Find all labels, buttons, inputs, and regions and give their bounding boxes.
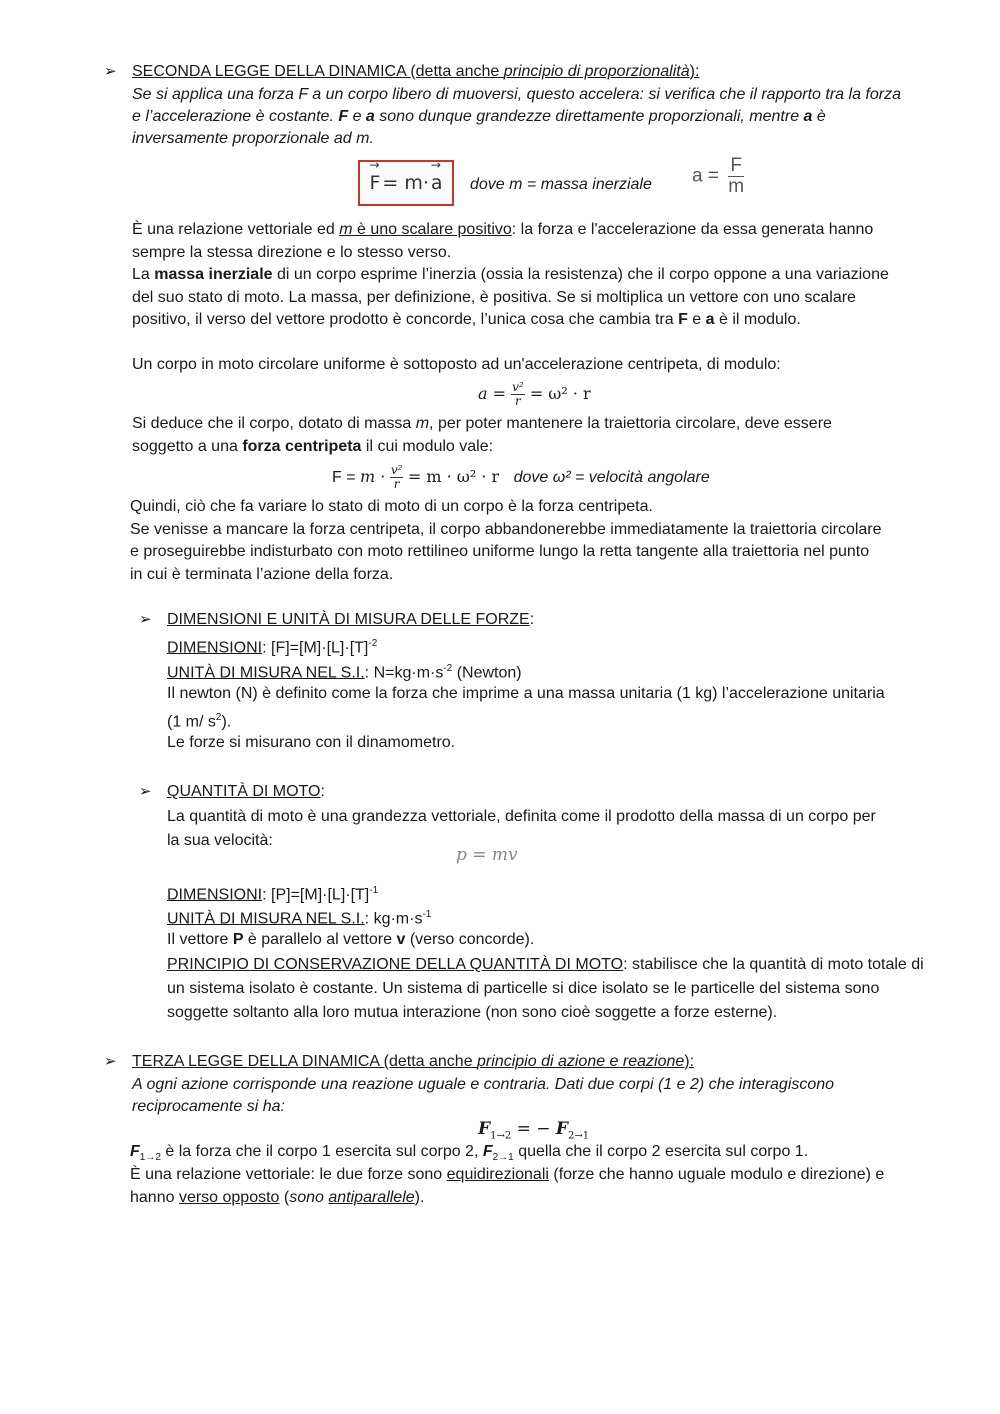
fraction <box>511 381 525 408</box>
label: DIMENSIONI <box>167 639 263 657</box>
text-italic-underline: antiparallele <box>328 1189 415 1206</box>
exponent: 2 <box>215 712 222 723</box>
a-eq: a = <box>692 165 719 187</box>
vector-a: → a <box>430 158 443 194</box>
f-eq-m: m · <box>360 467 386 486</box>
paragraph-line: Un corpo in moto circolare uniforme è sottoposto ad un'accelerazione centripeta, di modulo: <box>132 356 781 373</box>
paragraph-line: Quindi, ciò che fa variare lo stato di moto di un corpo è la forza centripeta. <box>130 498 653 515</box>
paragraph-line <box>132 309 801 331</box>
dimension-line <box>167 633 377 659</box>
text: di un corpo esprime l’inerzia (ossia la resistenza) che il corpo oppone a una variazione <box>272 266 889 283</box>
paragraph-line: Il newton (N) è definito come la forza che imprime a una massa unitaria (1 kg) l’accelerazione unitaria <box>167 685 885 702</box>
value: : kg·m·s <box>364 910 423 928</box>
vector-f: → F <box>369 158 381 194</box>
title-colon: : <box>320 783 325 800</box>
text: (verso concorde). <box>405 931 535 948</box>
text-bold: forza centripeta <box>242 438 362 455</box>
c-eq-a: a = <box>478 384 507 403</box>
eq-f: F <box>478 1119 491 1139</box>
paragraph-line <box>132 106 826 128</box>
paragraph-line: Le forze si misurano con il dinamometro. <box>167 734 456 751</box>
text: : la forza e l'accelerazione da essa generata hanno <box>511 221 874 238</box>
fraction-num: v² <box>512 380 524 394</box>
exponent: -2 <box>443 663 453 674</box>
fraction-num: F <box>728 156 744 177</box>
label: DIMENSIONI <box>167 886 263 904</box>
eq-sub: 1→2 <box>490 1130 512 1142</box>
text: è parallelo al vettore <box>243 931 397 948</box>
text-italic: sono <box>289 1189 329 1206</box>
exponent: -1 <box>422 909 432 920</box>
paragraph-line <box>132 436 493 458</box>
dimension-line <box>167 880 378 906</box>
paragraph-line <box>130 1187 424 1209</box>
text: Si deduce che il corpo, dotato di massa <box>132 415 416 432</box>
fraction-num: v² <box>390 463 403 478</box>
text: Il vettore <box>167 931 233 948</box>
paragraph-line <box>167 929 534 951</box>
paragraph-line: un sistema isolato è costante. Un sistema di particelle si dice isolato se le particelle del sistema sono <box>167 980 880 997</box>
text: e l’accelerazione è costante. <box>132 108 339 125</box>
formula-eq: = m· <box>382 172 429 194</box>
text-underline: verso opposto <box>178 1189 280 1206</box>
text: hanno <box>130 1189 179 1206</box>
bullet-icon: ➢ <box>139 783 152 800</box>
bullet-icon: ➢ <box>104 63 117 80</box>
eq-sub: 2→1 <box>567 1130 590 1142</box>
paragraph-line: e proseguirebbe indisturbato con moto rettilineo uniforme lungo la retta tangente alla traiettoria nel punto <box>130 543 870 560</box>
text-m: m <box>339 221 353 238</box>
text-bold: a <box>365 108 375 125</box>
section-title-terza-legge <box>132 1051 694 1073</box>
text-bold: a <box>803 108 813 125</box>
paragraph-line: del suo stato di moto. La massa, per definizione, è positiva. Se si moltiplica un vettore con uno scalare <box>132 289 856 306</box>
text-bold: P <box>232 931 244 948</box>
text-bold: F <box>130 1143 140 1160</box>
sub: 2→1 <box>492 1152 514 1164</box>
text-bold: F <box>338 108 349 125</box>
title-part: ): <box>689 63 700 80</box>
label: UNITÀ DI MISURA NEL S.I. <box>167 664 365 682</box>
text-italic: m <box>415 415 430 432</box>
c-eq-rest: = ω² · r <box>529 384 591 403</box>
dove-label: dove m = massa inerziale <box>470 176 652 193</box>
text: il cui modulo vale: <box>361 438 494 455</box>
paragraph-line: A ogni azione corrisponde una reazione uguale e contraria. Dati due corpi (1 e 2) che interagiscono <box>132 1076 835 1093</box>
text-bold: F <box>482 1143 493 1160</box>
paragraph-line: reciprocamente si ha: <box>132 1098 285 1115</box>
text-bold: F <box>678 311 688 328</box>
fraction-den: r <box>393 477 400 492</box>
paragraph-line: soggette soltanto alla loro mutua interazione (non sono cioè soggette a forze esterne). <box>167 1004 778 1021</box>
paragraph-line: inversamente proporzionale ad m. <box>132 130 374 147</box>
paragraph-line <box>130 1164 884 1186</box>
text: , per poter mantenere la traiettoria circolare, deve essere <box>429 415 832 432</box>
text: È una relazione vettoriale: le due forze sono <box>130 1166 447 1183</box>
title: QUANTITÀ DI MOTO <box>167 783 321 800</box>
text: (1 m/ s <box>167 713 216 731</box>
text: e <box>687 311 706 328</box>
title-italic: principio di azione e reazione <box>477 1053 685 1070</box>
formula-centripetal-force <box>332 459 710 496</box>
fraction <box>390 464 404 491</box>
title-part: SECONDA LEGGE DELLA DINAMICA (detta anche <box>132 63 504 80</box>
paragraph-line: Se si applica una forza F a un corpo libero di muoversi, questo accelera: si verifica che il rapporto tra la forza <box>132 86 901 103</box>
text: è il modulo. <box>714 311 801 328</box>
eq-f: F <box>555 1119 568 1139</box>
text-bold: massa inerziale <box>154 266 273 283</box>
paragraph-line: La quantità di moto è una grandezza vettoriale, definita come il prodotto della massa di un corpo per <box>167 808 876 825</box>
title-colon: : <box>529 611 535 628</box>
title-italic: principio di proporzionalità <box>503 63 690 80</box>
exponent: -2 <box>368 638 378 649</box>
formula-image-f-ma <box>358 160 454 206</box>
section-title-dimensioni-forze <box>167 609 534 631</box>
paragraph-line <box>132 219 873 241</box>
fraction-den: m <box>728 176 745 197</box>
text: È una relazione vettoriale ed <box>132 221 340 238</box>
text: e <box>348 108 366 125</box>
formula-a: a <box>430 172 443 194</box>
paragraph-line: in cui è terminata l’azione della forza. <box>130 566 394 583</box>
label: PRINCIPIO DI CONSERVAZIONE DELLA QUANTITÀ DI MOTO <box>167 956 624 973</box>
text-underline: equidirezionali <box>446 1166 549 1183</box>
text: (forze che hanno uguale modulo e direzione) e <box>548 1166 885 1183</box>
paragraph-line <box>167 954 924 976</box>
exponent: -1 <box>369 885 379 896</box>
text: ( <box>279 1189 290 1206</box>
formula-f: F <box>369 172 381 194</box>
paragraph-line: Se venisse a mancare la forza centripeta, il corpo abbandonerebbe immediatamente la traiettoria circolare <box>130 521 882 538</box>
text-underline: m è uno scalare positivo <box>339 221 512 238</box>
section-title-quantita-di-moto <box>167 781 325 803</box>
paragraph-line: sempre la stessa direzione e lo stesso verso. <box>132 244 452 261</box>
formula-centripetal-acceleration <box>478 377 591 411</box>
value: : [F]=[M]·[L]·[T] <box>262 639 369 657</box>
text: La <box>132 266 155 283</box>
bullet-icon: ➢ <box>139 611 152 628</box>
text: : stabilisce che la quantità di moto totale di <box>623 956 924 973</box>
value: : N=kg·m·s <box>364 664 444 682</box>
text: sono dunque grandezze direttamente proporzionali, mentre <box>374 108 804 125</box>
text: soggetto a una <box>132 438 243 455</box>
paragraph-line <box>132 413 832 435</box>
fraction-den: r <box>515 394 521 408</box>
f-dove: dove ω² = velocità angolare <box>513 469 710 486</box>
text-bold: v <box>396 931 406 948</box>
f-eq-rest: = m · ω² · r <box>407 467 500 486</box>
formula-a-equals-f-over-m <box>692 156 744 197</box>
unit-line <box>167 658 522 684</box>
title-part: ): <box>684 1053 695 1070</box>
text-bold: a <box>705 311 715 328</box>
title-part: TERZA LEGGE DELLA DINAMICA (detta anche <box>132 1053 478 1070</box>
bullet-icon: ➢ <box>104 1053 117 1070</box>
text: positivo, il verso del vettore prodotto è concorde, l’unica cosa che cambia tra <box>132 311 679 328</box>
fraction <box>728 156 744 197</box>
sub: 1→2 <box>139 1152 161 1164</box>
eq-mid: = − <box>511 1119 556 1139</box>
paragraph-line: la sua velocità: <box>167 832 273 849</box>
section-title-seconda-legge <box>132 61 699 83</box>
f-eq-a: F = <box>332 469 361 486</box>
text: è la forza che il corpo 1 esercita sul corpo 2, <box>160 1143 483 1160</box>
text: ). <box>221 713 232 731</box>
paragraph-line <box>167 707 231 733</box>
paragraph-line <box>132 264 889 286</box>
tail: (Newton) <box>452 664 522 682</box>
unit-line <box>167 904 431 930</box>
formula-text: p = mv <box>456 845 518 865</box>
text: è <box>812 108 826 125</box>
value: : [P]=[M]·[L]·[T] <box>262 886 370 904</box>
label: UNITÀ DI MISURA NEL S.I. <box>167 910 365 928</box>
formula-p-mv <box>456 842 518 868</box>
text: ). <box>414 1189 425 1206</box>
title: DIMENSIONI E UNITÀ DI MISURA DELLE FORZE <box>167 611 530 628</box>
text: quella che il corpo 2 esercita sul corpo 1. <box>513 1143 809 1160</box>
